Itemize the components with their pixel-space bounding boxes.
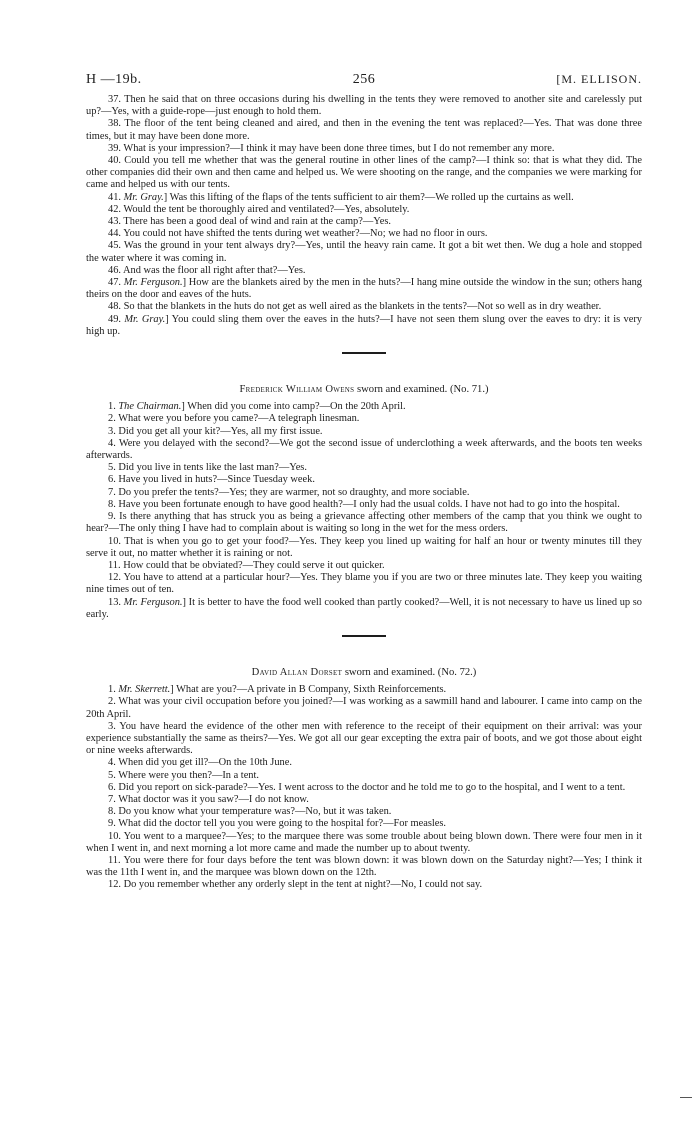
question-answer: 12. Do you remember whether any orderly slept in the tent at night?—No, I could not say. — [108, 879, 483, 891]
question-answer: 5. Did you live in tents like the last man?—Yes. — [108, 462, 307, 474]
question-answer: 39. What is your impression?—I think it may have been done three times, but I do not remember any more. — [108, 142, 555, 154]
question-answer: 11. You were there for four days before the tent was blown down: it was blown down on the Saturday night?—Yes; I think it was the 11th I went in, and the marquee was blown down on the 12th. — [86, 854, 642, 879]
witness-heading: Frederick William Owens sworn and examined. (No. 71.) — [239, 384, 489, 396]
question-answer: 2. What were you before you came?—A telegraph linesman. — [108, 413, 360, 425]
examiner-name: The Chairman. — [118, 401, 182, 413]
examiner-name: Mr. Gray. — [123, 191, 164, 203]
question-answer: 47. Mr. Ferguson.] How are the blankets aired by the men in the huts?—I hang mine outside the window in the sun; others hang theirs on the door and eaves of the huts. — [86, 277, 643, 301]
question-answer: 8. Have you been fortunate enough to have good health?—I only had the usual colds. I have not had to go into the hospital. — [108, 498, 620, 510]
question-answer: 6. Did you report on sick-parade?—Yes. I went across to the doctor and he told me to go to the hospital, and I went to a tent. — [108, 781, 626, 793]
question-answer: 40. Could you tell me whether that was the general routine in other lines of the camp?—I think so: that is what they did. The other companies did their own and then came and helped us. We were shooting on the range, and the companies we were marking for came and helped us with our tents. — [86, 155, 642, 191]
question-answer: 45. Was the ground in your tent always dry?—Yes, until the heavy rain came. It got a bit wet then. We dug a hole and stopped the water where it was coming in. — [86, 240, 642, 264]
question-answer: 3. Did you get all your kit?—Yes, all my first issue. — [108, 425, 323, 437]
question-answer: 3. You have heard the evidence of the other men with reference to the receipt of their equipment on their arrival: was your experience substantially the same as theirs?—Yes. We got all our gear excepting the extra pair of boots, and we got those about eight or nine weeks afterwards. — [86, 720, 642, 757]
witness-number: (No. 71.) — [449, 384, 489, 396]
question-answer: 49. Mr. Gray.] You could sling them over the eaves in the huts?—I have not seen them slung over the eaves to dry: it is very high up. — [86, 313, 642, 337]
question-answer: 7. What doctor was it you saw?—I do not know. — [108, 793, 309, 805]
question-answer: 10. That is when you go to get your food?—Yes. They keep you lined up waiting for half an hour or twenty minutes till they serve it out, no matter whether it is raining or not. — [86, 535, 642, 559]
testimony-owens — [86, 384, 642, 621]
question-answer: 1. The Chairman.] When did you come into camp?—On the 20th April. — [108, 401, 406, 413]
document-body — [86, 94, 642, 892]
question-answer: 12. You have to attend at a particular hour?—Yes. They blame you if you are two or three minutes late. They keep you waiting nine times out of ten. — [86, 572, 642, 596]
question-answer: 7. Do you prefer the tents?—Yes; they are warmer, not so draughty, and more sociable. — [108, 486, 470, 498]
witness-name: David Allan Dorset — [251, 666, 343, 678]
question-answer: 9. Is there anything that has struck you as being a grievance affecting other members of the camp that you think we ought to hear?—The only thing I have had to complain about is waiting so long in the wet for the mess orders. — [86, 511, 642, 535]
witness-number: (No. 72.) — [437, 666, 477, 678]
witness-name: Frederick William Owens — [239, 384, 355, 396]
question-answer: 1. Mr. Skerrett.] What are you?—A private in B Company, Sixth Reinforcements. — [108, 684, 447, 696]
section-divider — [342, 635, 386, 637]
question-answer: 13. Mr. Ferguson.] It is better to have the food well cooked than partly cooked?—Well, it is not necessary to have us lined up so early. — [86, 596, 643, 620]
examiner-name: Mr. Ferguson. — [123, 596, 183, 608]
question-answer: 4. Were you delayed with the second?—We got the second issue of underclothing a week afterwards, and the boots ten weeks afterwards. — [86, 437, 642, 462]
margin-mark — [680, 1097, 692, 1098]
testimony-dorset — [86, 667, 642, 892]
question-answer: 43. There has been a good deal of wind and rain at the camp?—Yes. — [108, 216, 391, 228]
question-answer: 2. What was your civil occupation before you joined?—I was working as a sawmill hand and labourer. I came into camp on the 20th April. — [86, 696, 642, 720]
question-answer: 8. Do you know what your temperature was?—No, but it was taken. — [108, 806, 392, 818]
question-answer: 38. The floor of the tent being cleaned and aired, and then in the evening the tent was replaced?—Yes. That was done three times, but it may have been done more. — [86, 118, 642, 142]
page-header — [86, 72, 642, 94]
parliamentary-paper-reference: H —19b. — [86, 72, 142, 87]
question-answer: 46. And was the floor all right after that?—Yes. — [108, 264, 306, 276]
witness-running-head: [M. ELLISON. — [556, 72, 642, 86]
section-divider — [342, 352, 386, 354]
question-answer: 9. What did the doctor tell you you were going to the hospital for?—For measles. — [108, 818, 447, 830]
question-answer: 6. Have you lived in huts?—Since Tuesday week. — [108, 474, 315, 486]
witness-heading: David Allan Dorset sworn and examined. (No. 72.) — [251, 666, 477, 678]
question-answer: 48. So that the blankets in the huts do not get as well aired as the blankets in the tents?—Not so well as in dry weather. — [108, 301, 602, 313]
examiner-name: Mr. Gray. — [124, 313, 166, 325]
question-answer: 11. How could that be obviated?—They could serve it out quicker. — [108, 559, 385, 571]
question-answer: 42. Would the tent be thoroughly aired and ventilated?—Yes, absolutely. — [108, 203, 410, 215]
question-answer: 4. When did you get ill?—On the 10th June. — [108, 757, 292, 769]
examiner-name: Mr. Ferguson. — [123, 277, 183, 289]
question-answer: 10. You went to a marquee?—Yes; to the marquee there was some trouble about being blown down. There were four men in it when I went in, and next morning a lot more came and made the number up to about twenty. — [86, 830, 642, 854]
examiner-name: Mr. Skerrett. — [118, 684, 171, 696]
question-answer: 37. Then he said that on three occasions during his dwelling in the tents they were removed to another site and carelessly put up?—Yes, with a guide-rope—just enough to hold them. — [86, 94, 642, 118]
testimony-ellison-continued — [86, 94, 642, 338]
question-answer: 5. Where were you then?—In a tent. — [108, 769, 259, 781]
question-answer: 41. Mr. Gray.] Was this lifting of the flaps of the tents sufficient to air them?—We rolled up the curtains as well. — [108, 191, 574, 203]
question-answer: 44. You could not have shifted the tents during wet weather?—No; we had no floor in ours. — [108, 228, 488, 240]
page-number: 256 — [352, 72, 376, 87]
